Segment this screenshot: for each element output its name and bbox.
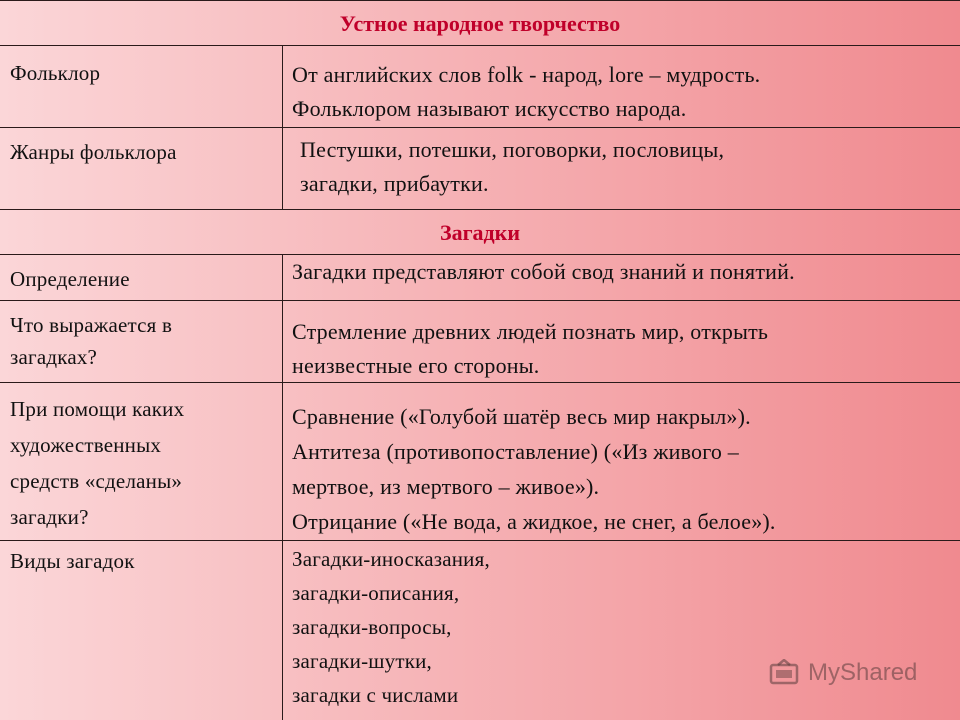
row-value-genres bbox=[300, 133, 960, 201]
row-value-line: загадки с числами bbox=[292, 683, 459, 707]
table-border bbox=[0, 0, 960, 1]
row-label-devices bbox=[10, 391, 184, 535]
row-value-line: Отрицание («Не вода, а жидкое, не снег, а белое»). bbox=[292, 509, 776, 534]
row-value-line: загадки-описания, bbox=[292, 581, 460, 605]
row-label-line: художественных bbox=[10, 433, 162, 457]
row-label-line: Жанры фольклора bbox=[10, 140, 177, 164]
row-value-line: загадки-шутки, bbox=[292, 649, 433, 673]
section-title: Устное народное творчество bbox=[339, 11, 621, 36]
table-border bbox=[0, 300, 960, 301]
row-value-line: Антитеза (противопоставление) («Из живого – bbox=[292, 439, 739, 464]
row-label-line: загадках? bbox=[10, 345, 98, 369]
row-label-expressed bbox=[10, 309, 172, 373]
row-value-line: неизвестные его стороны. bbox=[292, 353, 540, 378]
row-value-line: От английских слов folk - народ, lore – мудрость. bbox=[292, 62, 761, 87]
section-title: Загадки bbox=[439, 220, 521, 245]
row-value-devices bbox=[292, 399, 952, 539]
row-value-definition bbox=[292, 255, 952, 289]
row-value-line: Пестушки, потешки, поговорки, пословицы, bbox=[300, 137, 725, 162]
watermark bbox=[768, 658, 917, 688]
row-label-line: Определение bbox=[10, 267, 130, 291]
row-value-line: Сравнение («Голубой шатёр весь мир накрыл»). bbox=[292, 404, 751, 429]
table-border bbox=[0, 209, 960, 210]
row-label-line: средств «сделаны» bbox=[10, 469, 183, 493]
row-value-expressed bbox=[292, 315, 952, 383]
table-border bbox=[0, 45, 960, 46]
row-value-line: мертвое, из мертвого – живое»). bbox=[292, 474, 600, 499]
row-value-line: загадки, прибаутки. bbox=[300, 171, 489, 196]
table-border bbox=[0, 127, 960, 128]
row-label-line: Что выражается в bbox=[10, 313, 173, 337]
watermark-text: MyShared bbox=[808, 659, 918, 686]
row-value-folklore bbox=[292, 58, 952, 126]
row-value-line: Фольклором называют искусство народа. bbox=[292, 96, 687, 121]
row-label-folklore bbox=[10, 57, 100, 89]
row-label-types bbox=[10, 545, 135, 577]
myshared-logo-icon bbox=[768, 659, 802, 687]
row-value-line: Загадки представляют собой свод знаний и понятий. bbox=[292, 259, 795, 284]
row-value-line: Загадки-иносказания, bbox=[292, 547, 490, 571]
row-label-genres bbox=[10, 136, 177, 168]
row-label-line: загадки? bbox=[10, 505, 89, 529]
row-label-line: Фольклор bbox=[10, 61, 101, 85]
row-value-line: загадки-вопросы, bbox=[292, 615, 452, 639]
column-divider bbox=[282, 45, 283, 209]
row-label-line: При помощи каких bbox=[10, 397, 185, 421]
row-label-definition bbox=[10, 263, 130, 295]
row-value-line: Стремление древних людей познать мир, открыть bbox=[292, 319, 769, 344]
column-divider bbox=[282, 254, 283, 720]
table-border bbox=[0, 540, 960, 541]
row-label-line: Виды загадок bbox=[10, 549, 135, 573]
